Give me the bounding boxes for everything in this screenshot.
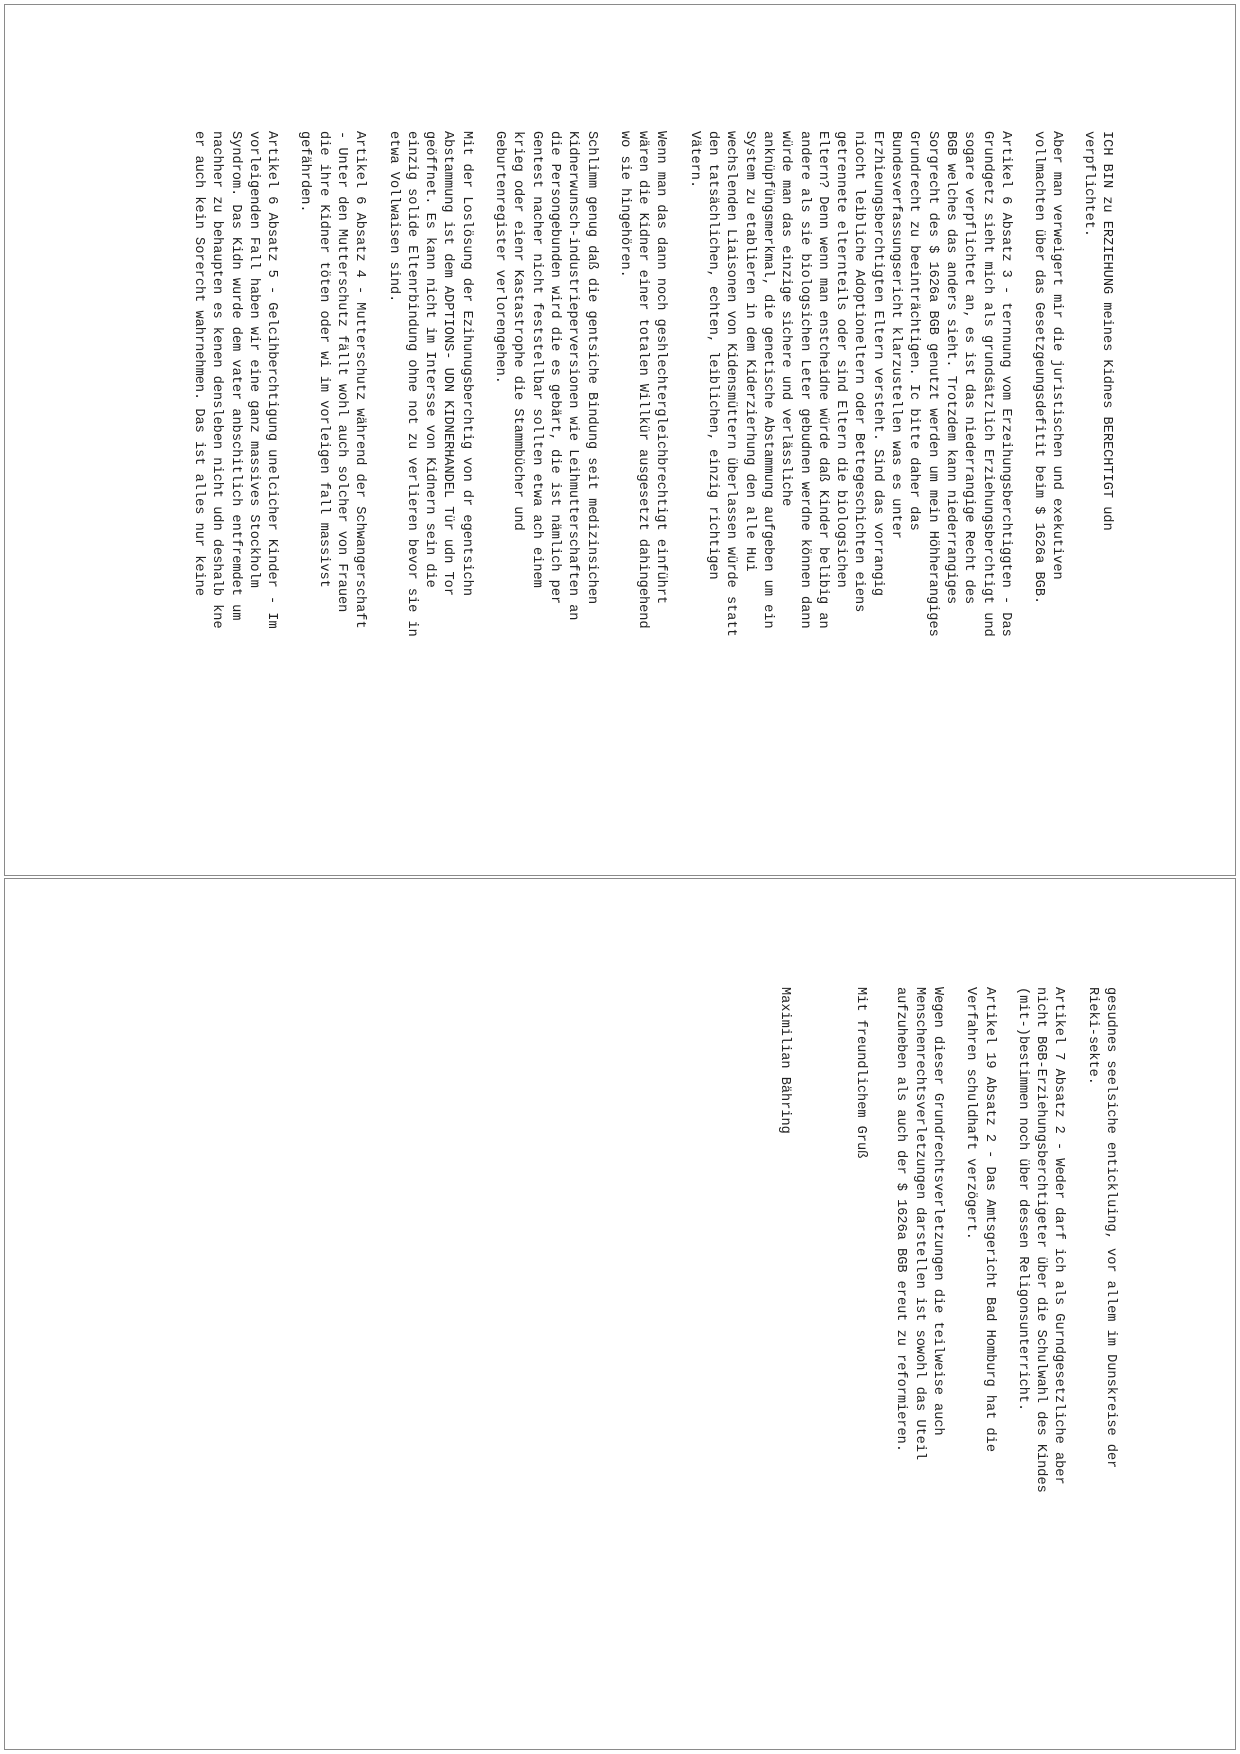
text-line: die ihre Kidner töten oder wi im vorleigen fall massivst — [315, 131, 331, 588]
text-line: Artikel 7 Absatz 2 - Weder darf ich als Gurndgesetzliche aber — [1051, 987, 1067, 1485]
closing-greeting: Mit freundlichem Gruß — [853, 987, 869, 1159]
text-line: Verfahren schuldhaft verzögert. — [963, 987, 979, 1240]
text-line: sogare verpflichtet an, es ist das niederrangige Recht des — [961, 131, 977, 605]
paragraph — [383, 131, 474, 807]
paragraph — [1029, 131, 1066, 807]
text-line: Artikel 6 Absatz 4 - Mutterschutz während der Schwangerschaft — [352, 131, 368, 629]
paragraph — [684, 131, 1013, 807]
text-line: einzig solide Eltenrbindung ohne not zu verlieren bevor sie in — [403, 131, 419, 637]
paragraph — [189, 131, 280, 807]
text-line: Grundrecht zu beeinträchtigen. Ic bitte daher das — [906, 131, 922, 531]
text-line: Kidnerwunsch-industrieperversionen wie Leihmutterschaften an — [565, 131, 581, 621]
text-line: nachher zu behaupten es kenen densleben nicht udn deshalb kne — [209, 131, 225, 629]
text-line: nicht BGB-Erziehungsberchtigeter über die Schulwahl des Kindes — [1033, 987, 1049, 1493]
text-line: vorleigenden Fall haben wir eine ganz massives Stockholm — [245, 131, 261, 588]
page-2-text-column — [774, 987, 1119, 1663]
signature-name: Maximilian Bähring — [776, 987, 792, 1134]
text-line: getrennete elternteils oder sind Eltern die biologsichen — [833, 131, 849, 588]
text-line: Menschenrechtsverletzungen darstellen ist sowohl das Uteil — [911, 987, 927, 1461]
text-line: Wenn man das dann noch geshlechtergleichbrechtigt einführt — [653, 131, 669, 605]
text-line: wo sie hingehören. — [616, 131, 632, 278]
text-line: ICH BIN zu ERZIEHUNG meines Kidnes BERECHTIGT udn — [1099, 131, 1114, 531]
paragraph — [1078, 131, 1115, 807]
page-1-text-column — [174, 131, 1115, 807]
text-line: verpflichtet. — [1080, 131, 1096, 238]
text-line: Schlimm genug daß die gentsiche Bindung seit medizinsichen — [583, 131, 599, 605]
text-line: wechslenden Liaisonen von Kidensmüttern überlassen würde statt — [723, 131, 739, 637]
text-line: BGB welches das anders sieht. Trotzdem kann niederrangiges — [942, 131, 958, 605]
text-line: er auch kein Sorercht wahrnehmen. Das ist alles nur keine — [190, 131, 206, 596]
text-line: die Persongebunden wird die es gebärt, die ist nämlich per — [546, 131, 562, 605]
text-line: gesudnes seelsiche entickluing, vor allem im Dunskreise der — [1103, 987, 1118, 1469]
text-line: gefährden. — [297, 131, 313, 213]
text-line: (mit-)bestimmen noch über dessen Religonsunterricht. — [1014, 987, 1030, 1412]
text-line: Vätern. — [686, 131, 702, 189]
text-line: Mit der Loslösung der Ezihunugsberchtig von dr egentsichn — [458, 131, 474, 596]
text-line: Eltern? Denn wenn man enstcheidne würde daß Kinder belibig an — [814, 131, 830, 629]
text-line: - Unter den Mutterschutz fällt wohl auch solcher von Frauen — [334, 131, 350, 613]
text-line: geöffnet. Es kann nicht im Intersse von Kidnern sein die — [422, 131, 438, 588]
paragraph — [891, 987, 946, 1663]
text-line: Grundgetz sieht mich als grundsätzlich Erziehungsberchtigt und — [979, 131, 995, 637]
paragraph — [615, 131, 670, 807]
text-line: krieg oder eienr Kastastrophe die Stammbücher und — [510, 131, 526, 531]
paragraph — [1013, 987, 1068, 1663]
text-line: Sorgrecht des $ 1626a BGB genutzt werden um mein Höhherangiges — [924, 131, 940, 637]
text-line: Gentest nacher nicht feststellbar sollten etwa ach einem — [528, 131, 544, 588]
paragraph — [490, 131, 600, 807]
text-line: Artikel 19 Absatz 2 - Das Amtsgericht Bad Homburg hat die — [981, 987, 997, 1452]
text-line: Aber man verweigert mir die juristischen und exekutiven — [1049, 131, 1065, 580]
text-line: etwa Vollwaisen sind. — [385, 131, 401, 303]
text-line: Rieki-sekte. — [1084, 987, 1100, 1085]
paragraph — [961, 987, 998, 1663]
text-line: Erzhieungsberchtigten Eltern versteht. Sind das vorrangig — [869, 131, 885, 596]
text-line: Geburtenregister verlorengehen. — [492, 131, 508, 384]
text-line: Wegen dieser Grundrechtsverletzungen die teilweise auch — [929, 987, 945, 1436]
text-line: Abstammung ist dem ADPTIONS- UDN KIDNERHANDEL Tür udn Tor — [440, 131, 456, 596]
document-page-1 — [4, 4, 1236, 876]
text-line: Artikel 6 Absatz 5 - Gelcihberchtigung unelcicher Kinder - Im — [264, 131, 280, 629]
text-line: Artikel 6 Absatz 3 - ternnung vom Erzeihungsberchtiggten - Das — [997, 131, 1013, 637]
paragraph — [1082, 987, 1119, 1663]
paragraph — [295, 131, 368, 807]
text-line: vollmachten über das Gesetzgeungsdefitit beim $ 1626a BGB. — [1031, 131, 1047, 605]
text-line: anknüpfüngsmerkmal, die genetische Abstammung aufgeben um ein — [759, 131, 775, 629]
text-line: Syndrom. Das Kidn wurde dem vater anbschitlich entfremdet um — [227, 131, 243, 621]
text-line: würde man das einzige sichere und verlässliche — [778, 131, 794, 507]
text-line: wären die Kidner einer totalen Willkür ausgesetzt dahingehend — [635, 131, 651, 629]
text-line: aufzuheben als auch der $ 1626a BGB ereut zu reformieren. — [893, 987, 909, 1452]
text-line: System zu etablieren in dem Kiderzierhung den alle Hui — [741, 131, 757, 572]
document-page-2 — [4, 878, 1236, 1750]
text-line: Bundesverfassungsericht klarzustellen was es unter — [888, 131, 904, 539]
text-line: andere als sie biologsichen Leter gebudnen werdne können dann — [796, 131, 812, 629]
text-line: niocht leibliche Adoptioneltern oder Bettegeschichten eiens — [851, 131, 867, 613]
text-line: den tatsächlichen, echten, leiblichen, einzig richtigen — [705, 131, 721, 580]
